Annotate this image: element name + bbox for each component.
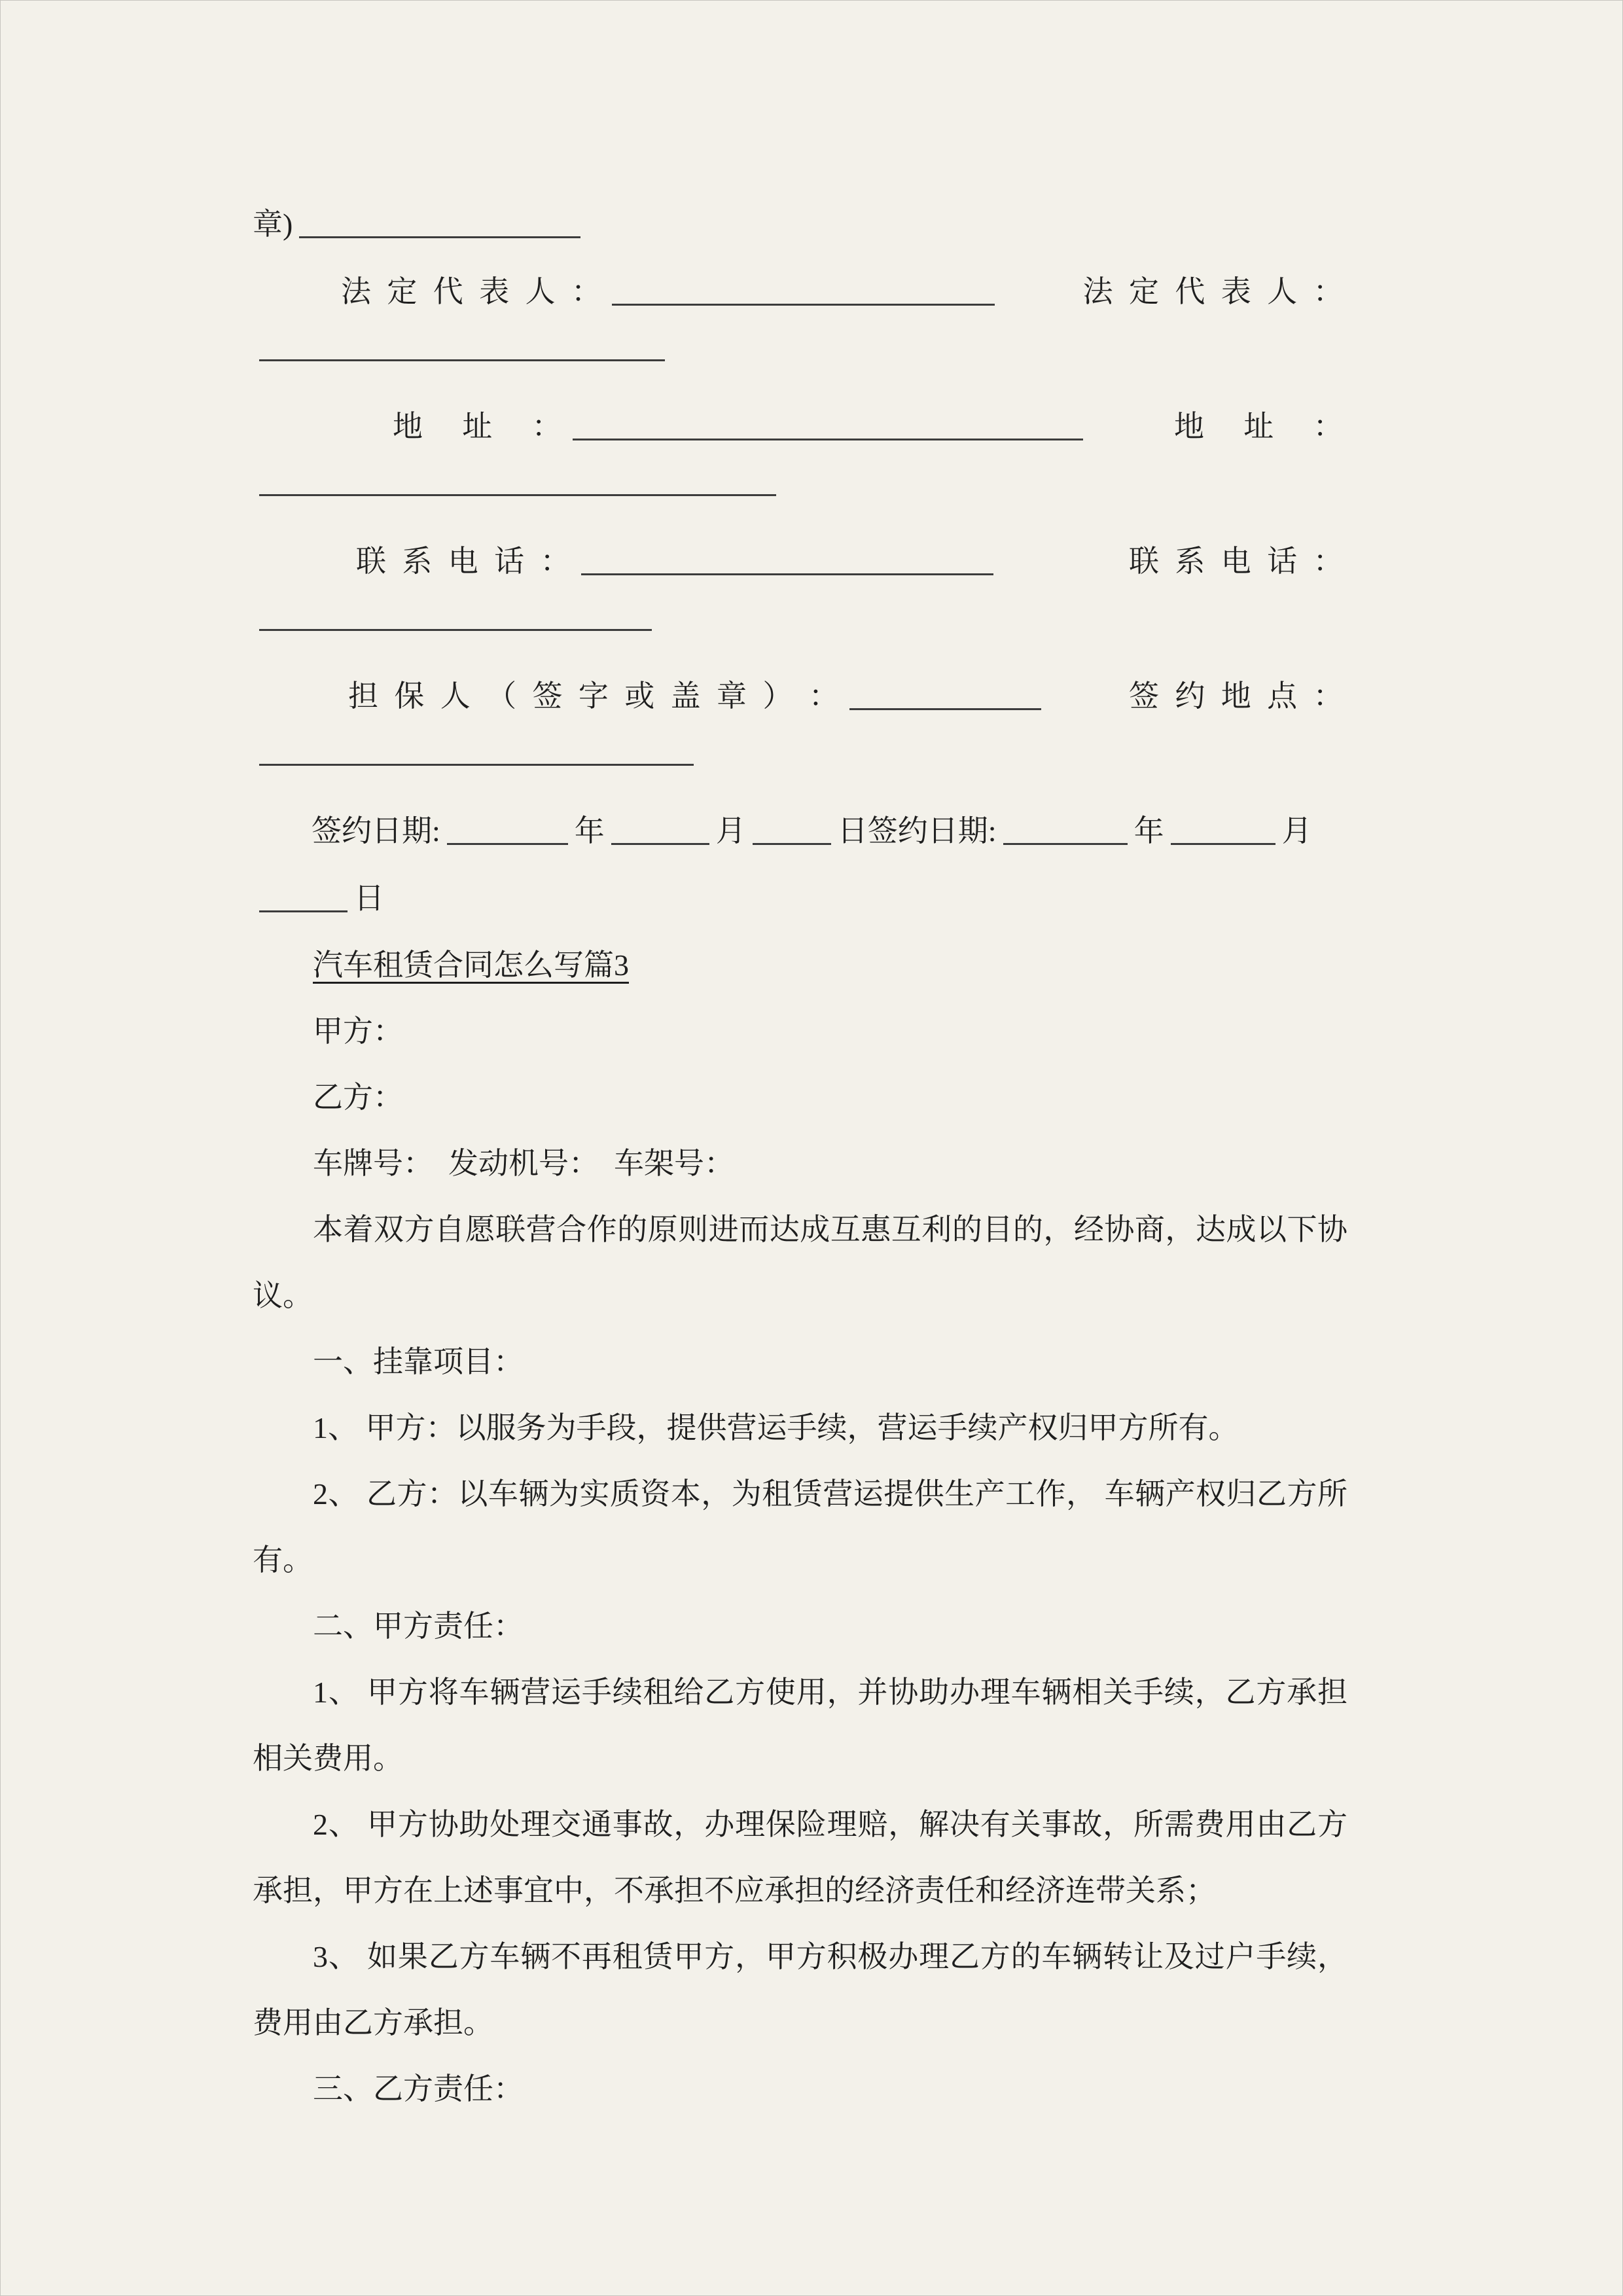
paragraph [253, 1593, 1347, 1659]
paragraph [253, 1130, 1347, 1196]
form-label: 法 定 代 表 人 ： [341, 275, 606, 308]
form-label: 年 [574, 814, 605, 848]
form-line [253, 730, 1347, 797]
form-label: 地 址 ： [393, 410, 566, 443]
fill-in-blank [753, 813, 831, 845]
form-label: 签约日期: [312, 814, 440, 848]
form-label: 日签约日期: [837, 814, 997, 848]
fill-in-blank [259, 464, 776, 496]
fill-in-blank [299, 206, 580, 238]
paragraph-text: 1、 甲方将车辆营运手续租给乙方使用，并协助办理车辆相关手续，乙方承担相关费用。 [253, 1676, 1347, 1775]
paragraph-text: 三、乙方责任： [313, 2072, 524, 2106]
document-body [253, 932, 1347, 2122]
fill-in-blank [573, 408, 1083, 440]
form-label: 联 系 电 话 ： [1129, 545, 1347, 578]
paragraph-text: 2、 甲方协助处理交通事故，办理保险理赔，解决有关事故，所需费用由乙方承担，甲方在上述事宜中，不承担不应承担的经济责任和经济连带关系； [253, 1808, 1347, 1907]
paragraph [253, 1395, 1347, 1461]
paragraph-text: 车牌号： 发动机号： 车架号： [313, 1147, 734, 1180]
fill-in-blank [447, 813, 568, 845]
paragraph-text: 汽车租赁合同怎么写篇3 [313, 948, 629, 982]
form-line [253, 662, 1347, 730]
form-line [253, 325, 1347, 393]
form-label: 月 [1281, 814, 1312, 848]
form-label: 联 系 电 话 ： [356, 545, 575, 578]
form-line [253, 258, 1347, 325]
fill-in-blank [849, 678, 1041, 710]
paragraph-text: 本着双方自愿联营合作的原则进而达成互惠互利的目的，经协商，达成以下协议。 [253, 1213, 1347, 1312]
form-header [253, 190, 1347, 932]
form-label: 日 [354, 882, 384, 915]
form-label: 年 [1133, 814, 1164, 848]
form-label: 法 定 代 表 人 ： [1082, 275, 1347, 308]
fill-in-blank [259, 329, 665, 361]
paragraph-text: 乙方： [313, 1081, 403, 1114]
fill-in-blank [259, 599, 652, 631]
form-label: 签 约 地 点 ： [1129, 679, 1347, 713]
paragraph [253, 1461, 1347, 1593]
form-line [253, 865, 1347, 932]
fill-in-blank [259, 734, 694, 766]
paragraph-text: 二、甲方责任： [313, 1609, 524, 1643]
form-line [253, 460, 1347, 528]
paragraph [253, 1659, 1347, 1791]
paragraph-text: 甲方： [313, 1014, 403, 1048]
paragraph-text: 一、挂靠项目： [313, 1345, 524, 1378]
form-label: 地 址 ： [1174, 410, 1347, 443]
fill-in-blank [581, 543, 993, 575]
paragraph-text: 1、 甲方：以服务为手段，提供营运手续，营运手续产权归甲方所有。 [313, 1411, 1239, 1444]
section-title [253, 932, 1347, 998]
paragraph-text: 3、 如果乙方车辆不再租赁甲方，甲方积极办理乙方的车辆转让及过户手续，费用由乙方承担。 [253, 1940, 1347, 2039]
paragraph [253, 2056, 1347, 2122]
paragraph-text: 2、 乙方：以车辆为实质资本，为租赁营运提供生产工作， 车辆产权归乙方所有。 [253, 1477, 1347, 1577]
paragraph [253, 1791, 1347, 1924]
fill-in-blank [611, 813, 709, 845]
form-line [253, 797, 1347, 865]
paragraph [253, 1924, 1347, 2056]
paragraph [253, 998, 1347, 1064]
fill-in-blank [259, 880, 348, 912]
form-line [253, 190, 1347, 258]
form-line [253, 393, 1347, 460]
form-label: 章) [253, 207, 293, 241]
form-line [253, 595, 1347, 662]
form-line [253, 528, 1347, 595]
fill-in-blank [612, 274, 995, 306]
paragraph [253, 1329, 1347, 1395]
fill-in-blank [1171, 813, 1275, 845]
paragraph [253, 1064, 1347, 1130]
form-label: 担 保 人 （ 签 字 或 盖 章 ） ： [348, 679, 844, 713]
paragraph [253, 1196, 1347, 1329]
form-label: 月 [715, 814, 746, 848]
fill-in-blank [1003, 813, 1128, 845]
